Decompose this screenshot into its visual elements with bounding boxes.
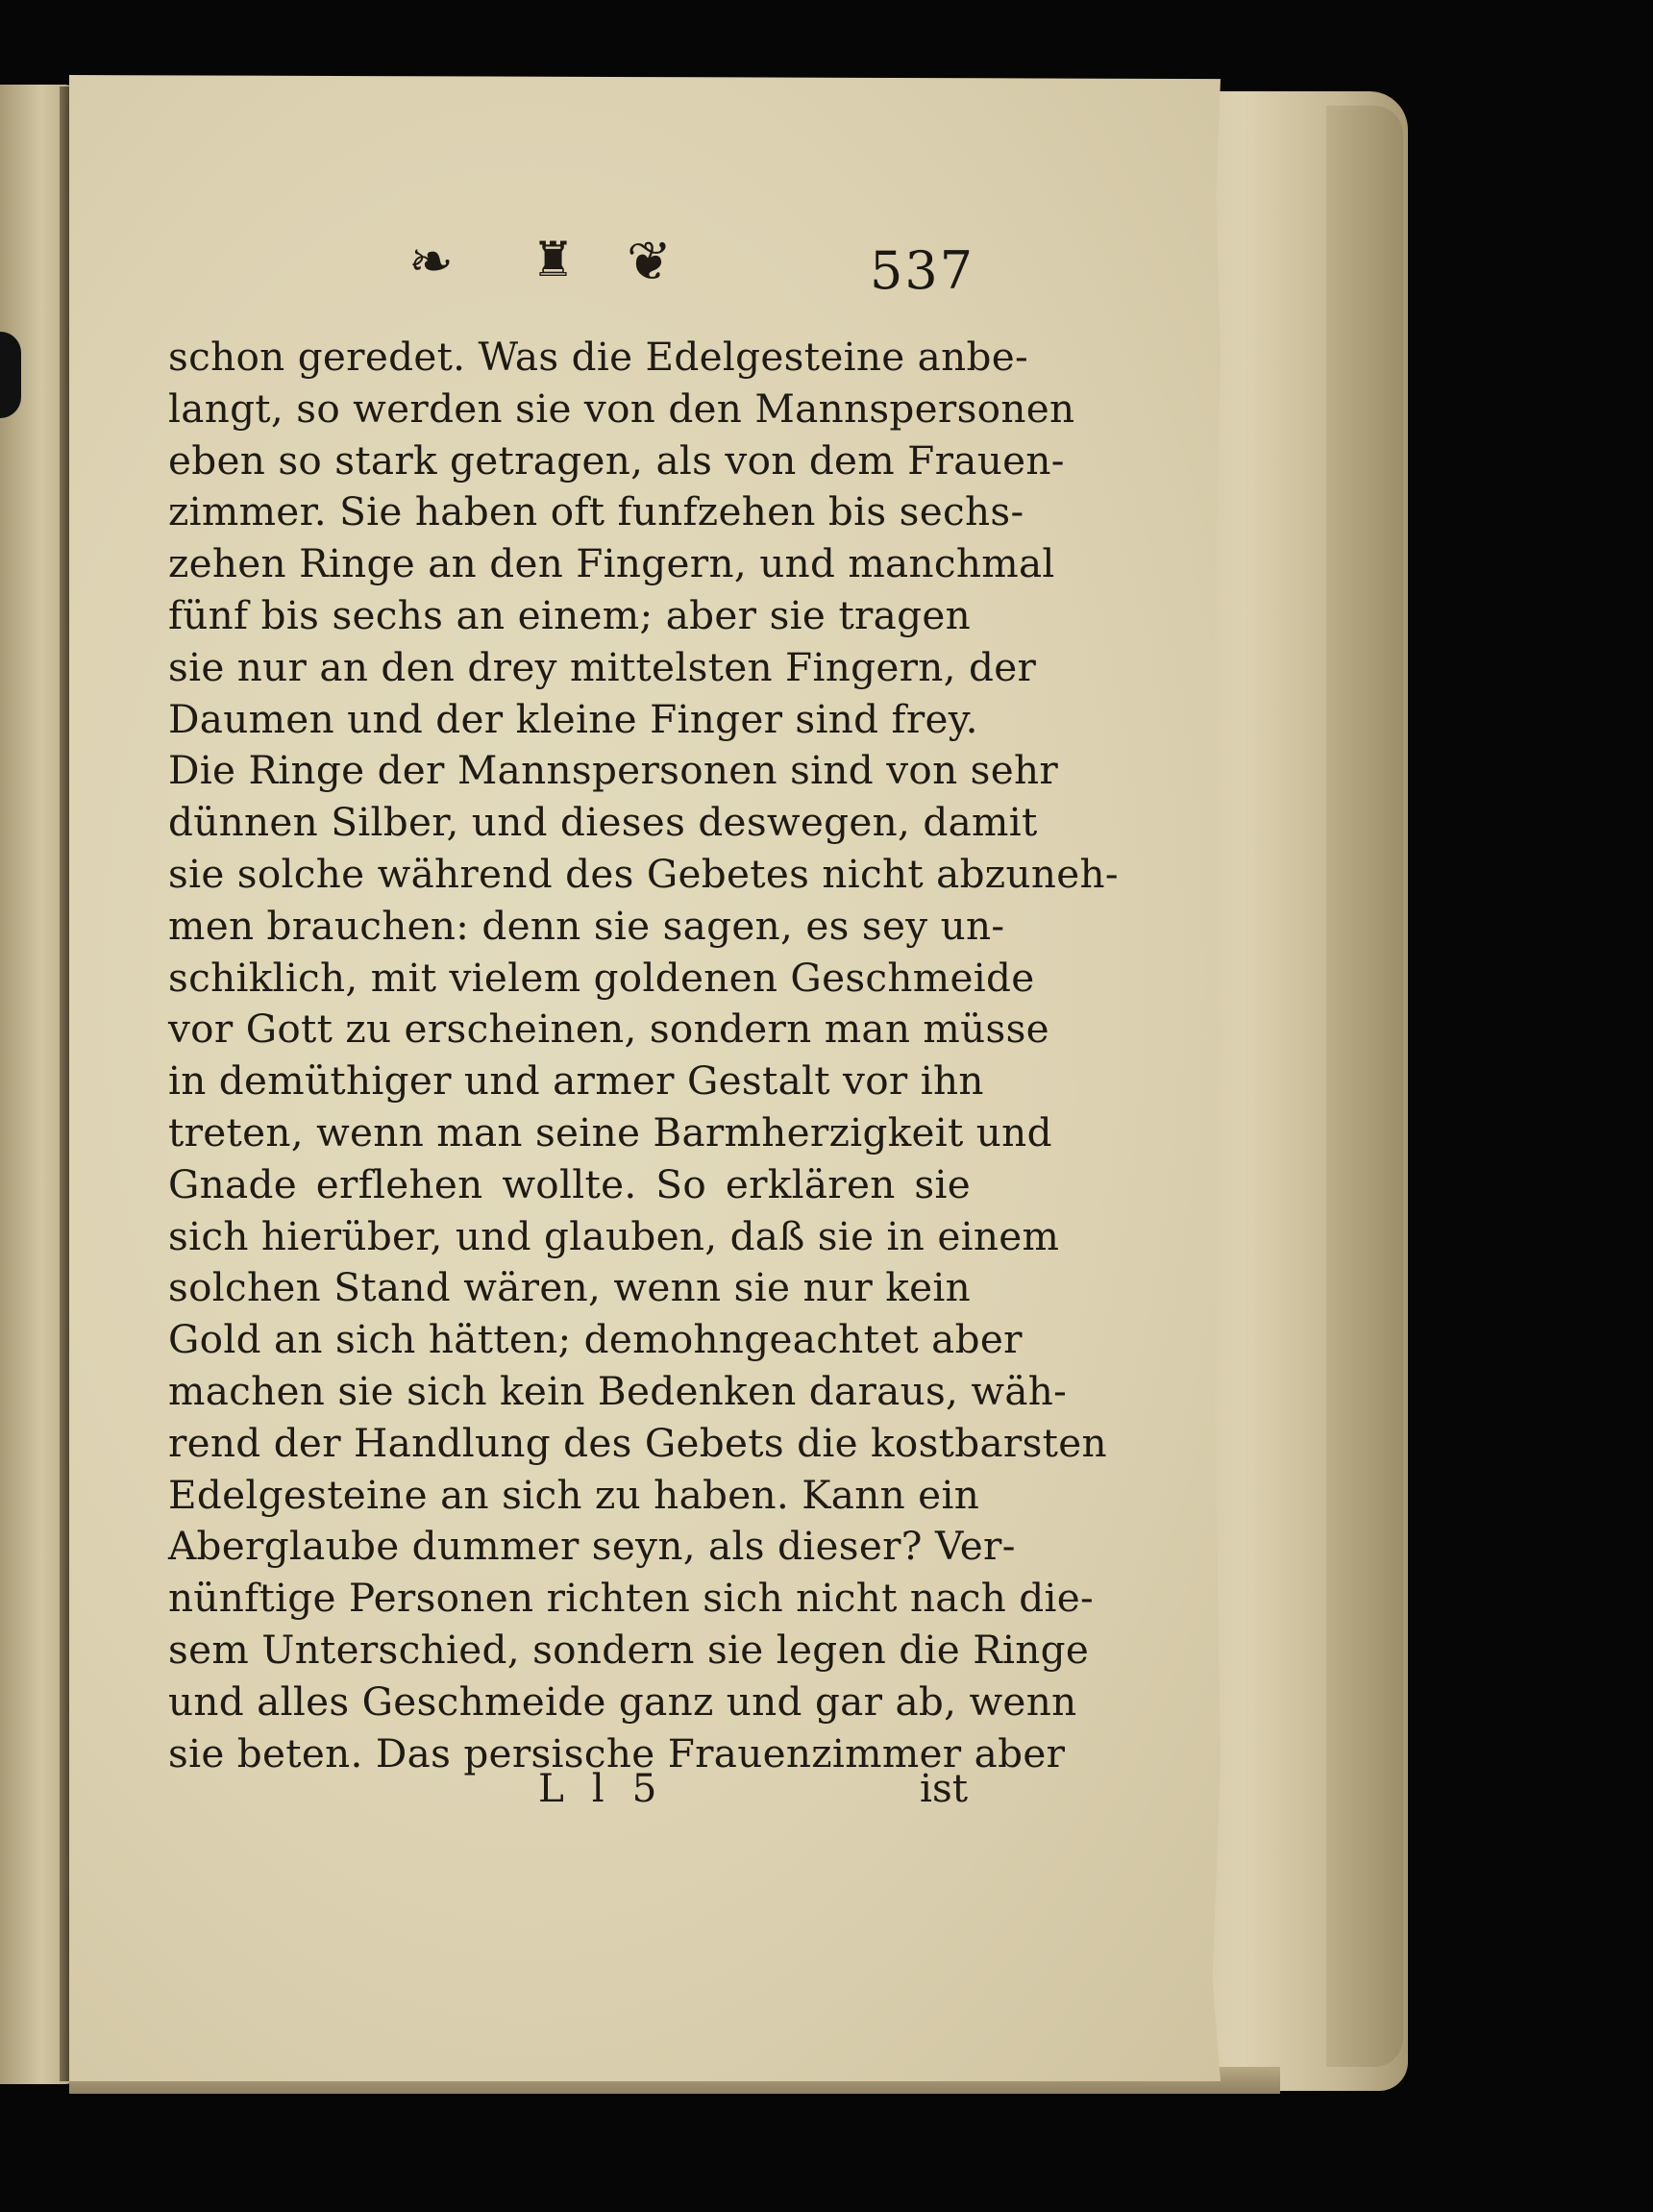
text-line: solchen Stand wären, wenn sie nur kein [168,1264,971,1311]
catchword: ist [920,1765,969,1811]
text-line: machen sie sich kein Bedenken daraus, wäh- [168,1367,1068,1414]
left-ornament-icon: ❧ [408,231,454,293]
text-line: und alles Geschmeide ganz und gar ab, wenn [168,1678,1077,1725]
text-line: Edelgesteine an sich zu haben. Kann ein [168,1471,980,1518]
text-line: sich hierüber, und glauben, daß sie in einem [168,1212,1060,1259]
text-line: zimmer. Sie haben oft funfzehen bis sechs- [168,488,1024,535]
right-ornament-icon: ❦ [627,231,672,293]
text-line: sie beten. Das persische Frauenzimmer aber [168,1729,1066,1777]
text-line: dünnen Silber, und dieses deswegen, damit [168,799,1038,846]
text-line: langt, so werden sie von den Mannspersonen [168,385,1075,432]
text-line: vor Gott zu erscheinen, sondern man müsse [168,1006,1049,1053]
text-line: schon geredet. Was die Edelgesteine anbe- [168,334,1028,380]
text-line: in demüthiger und armer Gestalt vor ihn [168,1057,984,1105]
text-line: sie solche während des Gebetes nicht abzuneh- [168,850,1119,897]
text-line: Gnade erflehen wollte. So erklären sie [168,1160,971,1207]
text-line: rend der Handlung des Gebets die kostbarsten [168,1419,1107,1466]
text-line: men brauchen: denn sie sagen, es sey un- [168,902,1005,949]
text-line: sie nur an den drey mittelsten Fingern, der [168,643,1037,690]
page-footer [168,1765,971,1819]
text-line: eben so stark getragen, als von dem Frauen- [168,436,1065,484]
text-line: schiklich, mit vielem goldenen Geschmeide [168,954,1035,1001]
text-line: nünftige Personen richten sich nicht nach die- [168,1575,1094,1622]
text-line: treten, wenn man seine Barmherzigkeit und [168,1108,1052,1156]
text-line: Aberglaube dummer seyn, als dieser? Ver- [168,1523,1016,1570]
text-line: sem Unterschied, sondern sie legen die Ringe [168,1626,1090,1673]
body-text [168,332,1119,1779]
page-number: 537 [870,240,975,301]
signature-mark: L l 5 [538,1765,665,1811]
center-ornament-icon: ♜ [531,232,575,287]
previous-page-mark [0,332,21,418]
underlying-leaves-edge [1326,106,1403,2067]
text-line: Daumen und der kleine Finger sind frey. [168,695,978,742]
text-line: Die Ringe der Mannspersonen sind von sehr [168,747,1059,794]
text-line: fünf bis sechs an einem; aber sie tragen [168,591,971,638]
text-line: zehen Ringe an den Fingern, und manchmal [168,540,1055,587]
text-line: Gold an sich hätten; demohngeachtet aber [168,1316,1023,1363]
